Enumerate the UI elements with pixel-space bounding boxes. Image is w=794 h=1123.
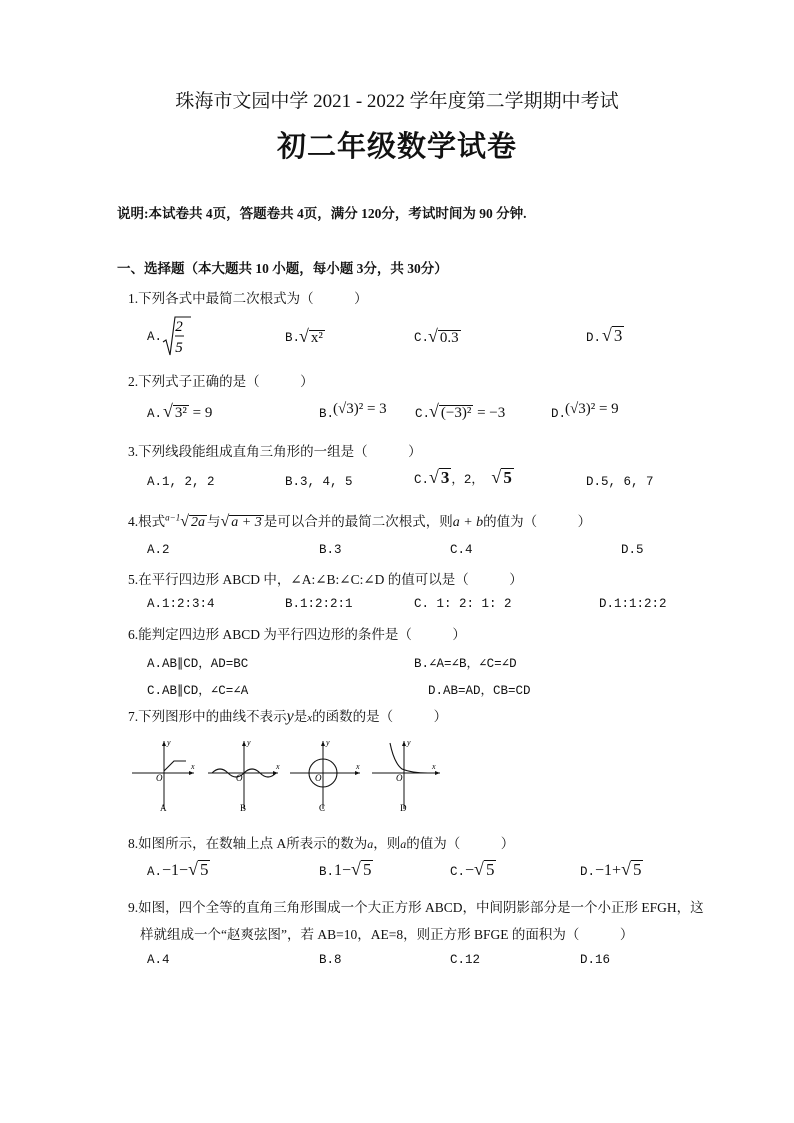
q7-a-x-label: x [191, 762, 195, 771]
q2-option-d-expr: (√3)² = 9 [565, 401, 619, 417]
q1-option-a-label: A. [147, 330, 163, 344]
q7-c-caption: C [319, 803, 326, 813]
q9-option-d: D.16 [580, 953, 611, 967]
q1-c-radicand: 0.3 [439, 330, 459, 346]
q8-d-expr: −1+ [595, 862, 622, 879]
q5-option-a: A.1:2:3:4 [147, 597, 215, 611]
q8-a-label: A. [147, 865, 163, 879]
q1-option-d-expr: √ 3 [602, 325, 623, 345]
q3-option-d: D.5, 6, 7 [586, 475, 654, 489]
q8-c-label: C. [450, 865, 466, 879]
q4-option-b: B.3 [319, 543, 342, 557]
q9-option-a: A.4 [147, 953, 170, 967]
section-heading-multiple-choice: 一、选择题（本大题共 10 小题，每小题 3分，共 30分） [117, 261, 448, 276]
q2-c-rest: = −3 [473, 405, 506, 421]
q2-option-d-label: D. [551, 407, 567, 421]
q1-a-numerator: 2 [175, 319, 183, 335]
q8-b-label: B. [319, 865, 335, 879]
exam-header-title: 珠海市文园中学 2021 - 2022 学年度第二学期期中考试 [175, 91, 619, 112]
question-2-stem: 2.下列式子正确的是（ ） [128, 374, 314, 389]
q7-a-caption: A [160, 803, 167, 813]
q4-tail: 的值为（ ） [483, 514, 592, 529]
q8-b-radicand: 5 [362, 860, 372, 879]
q1-b-radicand: x² [310, 330, 323, 346]
q3-option-b: B.3, 4, 5 [285, 475, 353, 489]
q8-var-a-2: a [400, 837, 407, 851]
q4-conjunction: 与 [206, 514, 221, 529]
q1-option-a-expr [162, 315, 192, 364]
q8-c-radicand: 5 [485, 860, 495, 879]
q7-c-y-label: y [326, 738, 330, 747]
question-8-stem [128, 832, 514, 852]
q8-prefix: 8.如图所示，在数轴上点 A所表示的数为 [128, 836, 368, 851]
q1-d-radicand: 3 [613, 326, 623, 345]
q7-graph-b [208, 738, 280, 813]
q7-b-origin: O [236, 773, 243, 783]
q8-option-a: A.−1−√ 5 [147, 859, 209, 879]
q7-b-y-label: y [247, 738, 251, 747]
q8-c-expr: − [465, 862, 475, 879]
q7-graph-c [290, 738, 360, 813]
q6-option-d: D.AB=AD，CB=CD [428, 684, 531, 698]
q2-option-b-expr: (√3)² = 3 [333, 401, 387, 417]
q4-middle-text: 是可以合并的最简二次根式，则 [263, 514, 453, 529]
q8-option-b: B.1−√ 5 [319, 859, 372, 879]
q3-option-c: C.√ 3 ，2， √ 5 [414, 467, 512, 487]
q1-option-b-expr: √ x² [299, 326, 323, 346]
q7-middle: 是 [293, 709, 308, 724]
q8-option-d: D.−1+√ 5 [580, 859, 642, 879]
q8-tail: 的值为（ ） [406, 836, 515, 851]
q2-option-a-expr: √ 3² = 9 [163, 401, 213, 421]
q1-option-c-label: C. [414, 331, 430, 345]
q9-option-b: B.8 [319, 953, 342, 967]
q3-c-radicand-2: 5 [503, 468, 512, 487]
q2-option-c-expr: √ (−3)² = −3 [429, 401, 506, 421]
q2-option-a-label: A. [147, 407, 163, 421]
q5-option-c: C. 1: 2: 1: 2 [414, 597, 512, 611]
q4-radicand-1: 2a [190, 515, 205, 530]
q4-expression: a + b [452, 515, 484, 530]
q7-prefix: 7.下列图形中的曲线不表示 [128, 709, 287, 724]
q8-d-label: D. [580, 865, 596, 879]
q6-option-a: A.AB∥CD，AD=BC [147, 657, 249, 671]
q6-option-b: B.∠A=∠B，∠C=∠D [414, 657, 517, 671]
q7-graph-a [132, 738, 195, 813]
q8-b-expr: 1− [334, 862, 352, 879]
q8-a-expr: −1− [162, 862, 189, 879]
q8-var-a: a [367, 837, 374, 851]
q4-prefix: 4.根式 [128, 514, 166, 529]
q4-option-c: C.4 [450, 543, 473, 557]
q8-d-radicand: 5 [632, 860, 642, 879]
exam-subtitle: 初二年级数学试卷 [276, 131, 517, 163]
q8-option-c: C.−√ 5 [450, 859, 495, 879]
q7-c-origin: O [315, 773, 322, 783]
q5-option-b: B.1:2:2:1 [285, 597, 353, 611]
q7-suffix: 的函数的是（ ） [312, 709, 448, 724]
q3-option-a: A.1, 2, 2 [147, 475, 215, 489]
question-9-line-1: 9.如图，四个全等的直角三角形围成一个大正方形 ABCD，中间阴影部分是一个小正形 EFGH，这 [128, 900, 704, 915]
q4-radicand-2: a + 3 [231, 515, 262, 530]
question-1-stem: 1.下列各式中最简二次根式为（ ） [128, 291, 368, 306]
question-7-stem [128, 705, 447, 726]
question-9-line-2: 样就组成一个“赵爽弦图”，若 AB=10，AE=8，则正方形 BFGE 的面积为（ ） [140, 927, 634, 942]
question-5-stem: 5.在平行四边形 ABCD 中，∠A:∠B:∠C:∠D 的值可以是（ ） [128, 572, 523, 587]
q3-c-middle: ，2， [451, 473, 492, 487]
q9-option-c: C.12 [450, 953, 481, 967]
q1-a-denominator: 5 [175, 340, 183, 356]
q7-graph-d [372, 738, 440, 813]
q3-c-label: C. [414, 473, 430, 487]
q7-graphs-svg [128, 735, 448, 819]
q7-a-y-label: y [167, 738, 171, 747]
q7-graphs [128, 735, 448, 824]
exam-instructions: 说明:本试卷共 4页，答题卷共 4页，满分 120分，考试时间为 90 分钟. [117, 206, 527, 221]
q7-a-origin: O [156, 773, 163, 783]
q7-d-y-label: y [407, 738, 411, 747]
q2-c-radicand: (−3)² [440, 405, 472, 421]
q2-option-c-label: C. [415, 407, 431, 421]
question-6-stem: 6.能判定四边形 ABCD 为平行四边形的条件是（ ） [128, 627, 466, 642]
question-4-stem: 4.根式$^{a-1}$√ 2a 与√ a + 3 是可以合并的最简二次根式，则a + b的值为（ ） [128, 512, 592, 530]
q7-b-x-label: x [276, 762, 280, 771]
question-3-stem: 3.下列线段能组成直角三角形的一组是（ ） [128, 444, 422, 459]
q2-a-radicand: 3² [174, 405, 187, 421]
q3-c-radicand-1: 3 [440, 468, 450, 487]
q1-option-a-radical [162, 315, 192, 359]
q2-a-rest: = 9 [188, 405, 213, 421]
q4-option-a: A.2 [147, 543, 170, 557]
q7-b-caption: B [240, 803, 247, 813]
q4-root-index: a−1 [165, 512, 181, 523]
q7-c-x-label: x [356, 762, 360, 771]
q5-option-d: D.1:1:2:2 [599, 597, 667, 611]
q7-var-y: y [286, 708, 294, 725]
q1-option-b-label: B. [285, 331, 301, 345]
q4-option-d: D.5 [621, 543, 644, 557]
q7-d-caption: D [400, 803, 407, 813]
q8-a-radicand: 5 [199, 860, 209, 879]
q8-middle: ，则 [373, 836, 401, 851]
q2-option-b-label: B. [319, 407, 335, 421]
q1-option-d-label: D. [586, 331, 602, 345]
q1-option-c-expr: √ 0.3 [428, 326, 459, 346]
q6-option-c: C.AB∥CD，∠C=∠A [147, 684, 249, 698]
q7-d-x-label: x [432, 762, 436, 771]
q7-d-origin: O [396, 773, 403, 783]
q7-var-x: x [307, 712, 313, 724]
